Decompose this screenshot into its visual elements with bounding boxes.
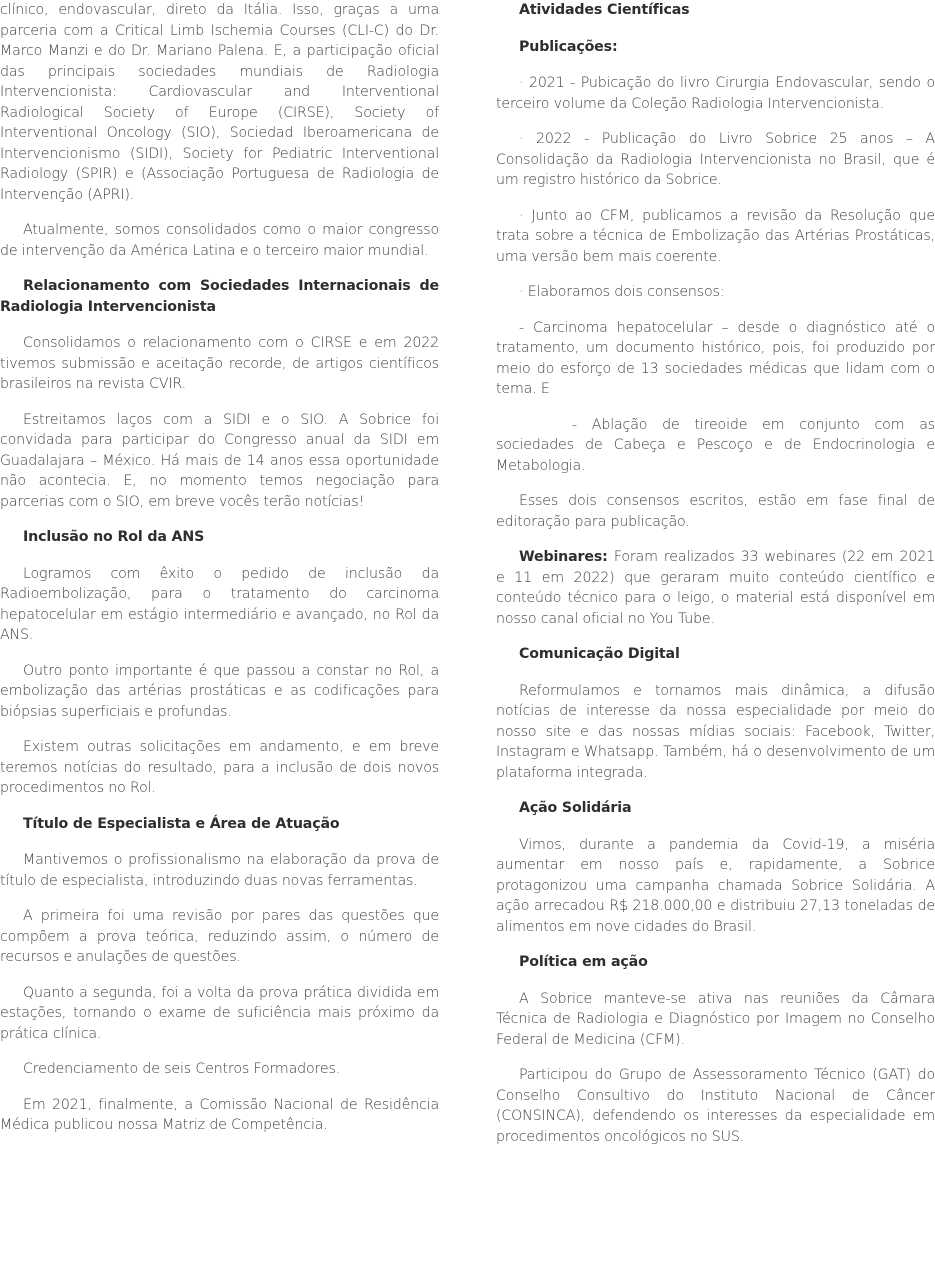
paragraph [496, 547, 935, 629]
paragraph: A primeira foi uma revisão por pares das questões que compõem a prova teórica, reduzindo assim, o número de recursos e anulações de questões. [0, 908, 439, 965]
paragraph: Consolidamos o relacionamento com o CIRSE e em 2022 tivemos submissão e aceitação recorde, de artigos científicos brasileiros na revista CVIR. [0, 335, 439, 392]
paragraph: Esses dois consensos escritos, estão em fase final de editoração para publicação. [496, 493, 935, 530]
list-item: · Elaboramos dois consensos: [519, 284, 725, 300]
paragraph: Quanto a segunda, foi a volta da prova prática dividida em estações, tornando o exame de suficiência mais próximo da prática clínica. [0, 984, 439, 1042]
left-column [0, 0, 439, 1136]
paragraph: A Sobrice manteve-se ativa nas reuniões da Câmara Técnica de Radiologia e Diagnóstico por Imagem no Conselho Federal de Medicina (CFM). [496, 990, 935, 1048]
paragraph: Participou do Grupo de Assessoramento Técnico (GAT) do Conselho Consultivo do Instituto Nacional de Câncer (CONSINCA), defendendo os interesses da especialidade em procedimentos oncológicos no SUS. [496, 1067, 935, 1145]
section-heading: Ação Solidária [519, 800, 632, 816]
subsection-heading: Publicações: [519, 38, 618, 55]
list-item: · 2022 - Publicação do Livro Sobrice 25 anos – A Consolidação da Radiologia Intervencionista no Brasil, que é um registro histórico da Sobrice. [496, 131, 935, 188]
webinares-label: Webinares: [519, 549, 608, 565]
paragraph: Estreitamos laços com a SIDI e o SIO. A Sobrice foi convidada para participar do Congresso anual da SIDI em Guadalajara – México. Há mais de 14 anos essa oportunidade não acontecia. E, no momento temos negociação para parcerias com o SIO, em breve vocês terão notícias! [0, 411, 439, 510]
paragraph: Mantivemos o profissionalismo na elaboração da prova de título de especialista, introduzindo duas novas ferramentas. [0, 852, 439, 889]
section-heading: Política em ação [519, 954, 648, 970]
paragraph: Outro ponto importante é que passou a constar no Rol, a embolização das artérias prostáticas e as codificações para biópsias superficiais e profundas. [0, 662, 439, 720]
paragraph: Credenciamento de seis Centros Formadores. [23, 1061, 341, 1077]
section-heading: Comunicação Digital [519, 646, 680, 662]
section-heading: Inclusão no Rol da ANS [23, 529, 205, 545]
list-item: · Junto ao CFM, publicamos a revisão da Resolução que trata sobre a técnica de Embolização das Artérias Prostáticas, uma versão bem mais coerente. [496, 207, 935, 265]
paragraph: Existem outras solicitações em andamento, e em breve teremos notícias do resultado, para a inclusão de dois novos procedimentos no Rol. [0, 739, 439, 796]
right-column [496, 0, 935, 1147]
paragraph: Atualmente, somos consolidados como o maior congresso de intervenção da América Latina e o terceiro maior mundial. [0, 222, 439, 259]
list-item: - Carcinoma hepatocelular – desde o diagnóstico até o tratamento, um documento histórico, pois, foi produzido por meio do esforço de 13 sociedades médicas que lidam com o tema. E [496, 319, 935, 397]
section-heading: Título de Especialista e Área de Atuação [23, 815, 340, 832]
list-item: - Ablação de tireoide em conjunto com as sociedades de Cabeça e Pescoço e de Endocrinologia e Metabologia. [496, 416, 935, 474]
paragraph: Em 2021, finalmente, a Comissão Nacional de Residência Médica publicou nossa Matriz de Competência. [0, 1096, 439, 1133]
paragraph: Logramos com êxito o pedido de inclusão da Radioembolização, para o tratamento do carcinoma hepatocelular em estágio intermediário e avançado, no Rol da ANS. [0, 565, 439, 643]
paragraph: Vimos, durante a pandemia da Covid-19, a miséria aumentar em nosso país e, rapidamente, a Sobrice protagonizou uma campanha chamada Sobrice Solidária. A ação arrecadou R$ 218.000,00 e distribuiu 27,13 toneladas de alimentos em nove cidades do Brasil. [496, 836, 935, 935]
paragraph: Reformulamos e tornamos mais dinâmica, a difusão notícias de interesse da nossa especialidade por meio do nosso site e das nossas mídias sociais: Facebook, Twitter, Instagram e Whatsapp. Também, há o desenvolvimento de um plataforma integrada. [496, 682, 935, 781]
list-item: · 2021 - Pubicação do livro Cirurgia Endovascular, sendo o terceiro volume da Coleção Radiologia Intervencionista. [496, 75, 935, 112]
section-heading: Relacionamento com Sociedades Internacionais de Radiologia Intervencionista [0, 278, 439, 315]
webinares-text: Foram realizados 33 webinares (22 em 2021 e 11 em 2022) que geraram muito conteúdo científico e conteúdo técnico para o leigo, o material está disponível em nosso canal oficial no You Tube. [496, 549, 935, 627]
paragraph: clínico, endovascular, direto da Itália. Isso, graças a uma parceria com a Critical Limb Ischemia Courses (CLI-C) do Dr. Marco Manzi e do Dr. Mariano Palena. E, a participação oficial das principais sociedades mundiais de Radiologia Intervencionista: Cardiovascular and Interventional Radiological Society of Europe (CIRSE), Society of Interventional Oncology (SIO), Sociedad Iberoamericana de Intervencionismo (SIDI), Society for Pediatric Interventional Radiology (SPIR) e (Associação Portuguesa de Radiologia de Intervenção (APRI). [0, 2, 439, 203]
section-heading: Atividades Científicas [519, 2, 690, 18]
